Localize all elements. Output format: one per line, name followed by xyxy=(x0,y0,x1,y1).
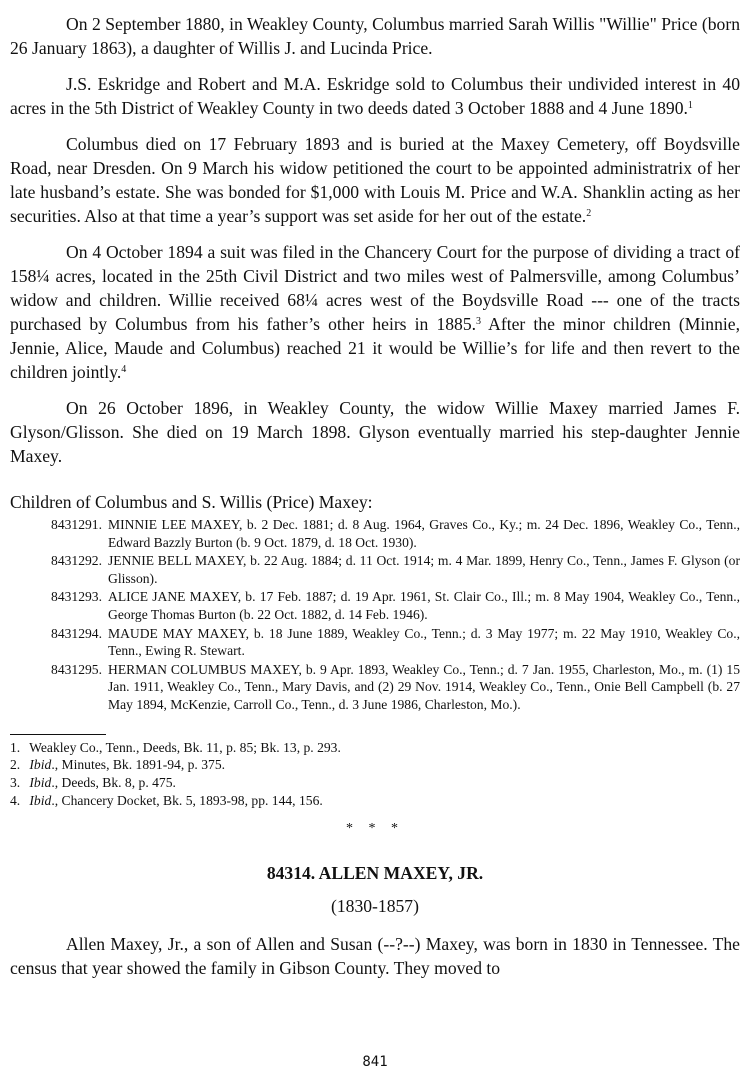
section-separator: * * * xyxy=(346,820,404,836)
paragraph-text: On 4 October 1894 a suit was filed in the Chancery Court for the purpose of dividing a tract of 158¼ acres, located in the 25th Civil District and two miles west of Palmersville, among Columbus’ widow and children. Willie received 68¼ acres west of the Boydsville Road --- one of the tracts purchased by Columbus from his father’s other heirs in 1885. xyxy=(10,242,740,334)
child-entry xyxy=(10,625,740,660)
children-heading: Children of Columbus and S. Willis (Price) Maxey: xyxy=(10,492,373,512)
footnote-text: ., Chancery Docket, Bk. 5, 1893-98, pp. 144, 156. xyxy=(51,792,323,808)
footnote-text: Weakley Co., Tenn., Deeds, Bk. 11, p. 85; Bk. 13, p. 293. xyxy=(29,739,341,755)
footnote-ibid: Ibid xyxy=(29,775,52,791)
child-id: 8431295. xyxy=(51,661,102,677)
children-list xyxy=(10,516,740,714)
paragraph-text: Columbus died on 17 February 1893 and is buried at the Maxey Cemetery, off Boydsville Road, near Dresden. On 9 March his widow petitioned the court to be appointed administratrix of her late husband’s estate. She was bonded for $1,000 with Louis M. Price and W.A. Shanklin acting as her securities. Also at that time a year’s support was set aside for her out of the estate. xyxy=(10,134,740,226)
paragraph-marriage xyxy=(10,12,740,60)
footnote xyxy=(10,739,740,757)
footnote-number: 1. xyxy=(10,739,21,755)
child-id: 8431293. xyxy=(51,589,102,605)
child-id: 8431294. xyxy=(51,625,102,641)
footnote-ibid: Ibid xyxy=(29,792,52,808)
footnote-text: ., Minutes, Bk. 1891-94, p. 375. xyxy=(51,757,226,773)
child-entry xyxy=(10,516,740,551)
child-id: 8431291. xyxy=(51,517,102,532)
footnote xyxy=(10,792,740,810)
child-entry xyxy=(10,588,740,623)
paragraph-remarriage xyxy=(10,396,740,468)
child-id: 8431292. xyxy=(51,553,102,569)
paragraph-text: On 2 September 1880, in Weakley County, Columbus married Sarah Willis "Willie" Price (born 26 January 1863), a daughter of Willis J. and Lucinda Price. xyxy=(10,14,740,58)
section-dates: (1830-1857) xyxy=(331,895,419,916)
document-page xyxy=(10,12,740,992)
child-text: MINNIE LEE MAXEY, b. 2 Dec. 1881; d. 8 Aug. 1964, Graves Co., Ky.; m. 24 Dec. 1896, Weakley Co., Tenn., Edward Bazzly Burton (b. 9 Oct. 1879, d. 18 Oct. 1930). xyxy=(108,517,740,550)
child-text: MAUDE MAY MAXEY, b. 18 June 1889, Weakley Co., Tenn.; d. 3 May 1977; m. 22 May 1910, Weakley Co., Tenn., Ewing R. Stewart. xyxy=(108,625,740,659)
child-text: ALICE JANE MAXEY, b. 17 Feb. 1887; d. 19 Apr. 1961, St. Clair Co., Ill.; m. 8 May 1904, Weakley Co., Tenn., George Thomas Burton (b. 22 Oct. 1882, d. 14 Feb. 1946). xyxy=(108,589,740,622)
footnote-number: 4. xyxy=(10,792,21,808)
footnote-ref: 4 xyxy=(121,364,127,375)
paragraph-text: Allen Maxey, Jr., a son of Allen and Susan (--?--) Maxey, was born in 1830 in Tennessee. The census that year showed the family in Gibson County. They moved to xyxy=(10,933,740,978)
footnote xyxy=(10,756,740,774)
page-number: 841 xyxy=(362,1054,388,1070)
footnote-divider xyxy=(10,734,106,735)
paragraph-chancery-suit xyxy=(10,240,740,384)
paragraph-text: On 26 October 1896, in Weakley County, the widow Willie Maxey married James F. Glyson/Glisson. She died on 19 March 1898. Glyson eventually married his step-daughter Jennie Maxey. xyxy=(10,398,740,466)
footnote-ref: 2 xyxy=(586,208,592,219)
paragraph-death-estate xyxy=(10,132,740,228)
child-entry xyxy=(10,661,740,714)
footnote-number: 3. xyxy=(10,775,21,791)
footnote-ref: 3 xyxy=(476,316,482,327)
child-text: JENNIE BELL MAXEY, b. 22 Aug. 1884; d. 11 Oct. 1914; m. 4 Mar. 1899, Henry Co., Tenn., James F. Glyson (or Glisson). xyxy=(108,553,740,586)
footnote-text: ., Deeds, Bk. 8, p. 475. xyxy=(51,775,176,791)
footnote-ref: 1 xyxy=(687,100,693,111)
paragraph-land-deeds xyxy=(10,72,740,120)
paragraph-allen-maxey xyxy=(10,932,740,980)
child-entry xyxy=(10,552,740,587)
footnote-ibid: Ibid xyxy=(29,757,52,773)
child-text: HERMAN COLUMBUS MAXEY, b. 9 Apr. 1893, Weakley Co., Tenn.; d. 7 Jan. 1955, Charleston, Mo., m. (1) 15 Jan. 1911, Weakley Co., Tenn., Mary Davis, and (2) 29 Nov. 1914, Weakley Co., Tenn., Onie Bell Campbell (b. 27 May 1894, McKenzie, Carroll Co., Tenn., d. 3 June 1986, Charleston, Mo.). xyxy=(108,661,740,712)
footnote xyxy=(10,774,740,792)
footnote-number: 2. xyxy=(10,757,21,773)
paragraph-text: J.S. Eskridge and Robert and M.A. Eskridge sold to Columbus their undivided interest in 40 acres in the 5th District of Weakley County in two deeds dated 3 October 1888 and 4 June 1890. xyxy=(10,74,740,118)
paragraph-text: After the minor children (Minnie, Jennie, Alice, Maude and Columbus) reached 21 it would be Willie’s for life and then revert to the children jointly. xyxy=(10,314,740,382)
section-title: 84314. ALLEN MAXEY, JR. xyxy=(266,862,484,883)
